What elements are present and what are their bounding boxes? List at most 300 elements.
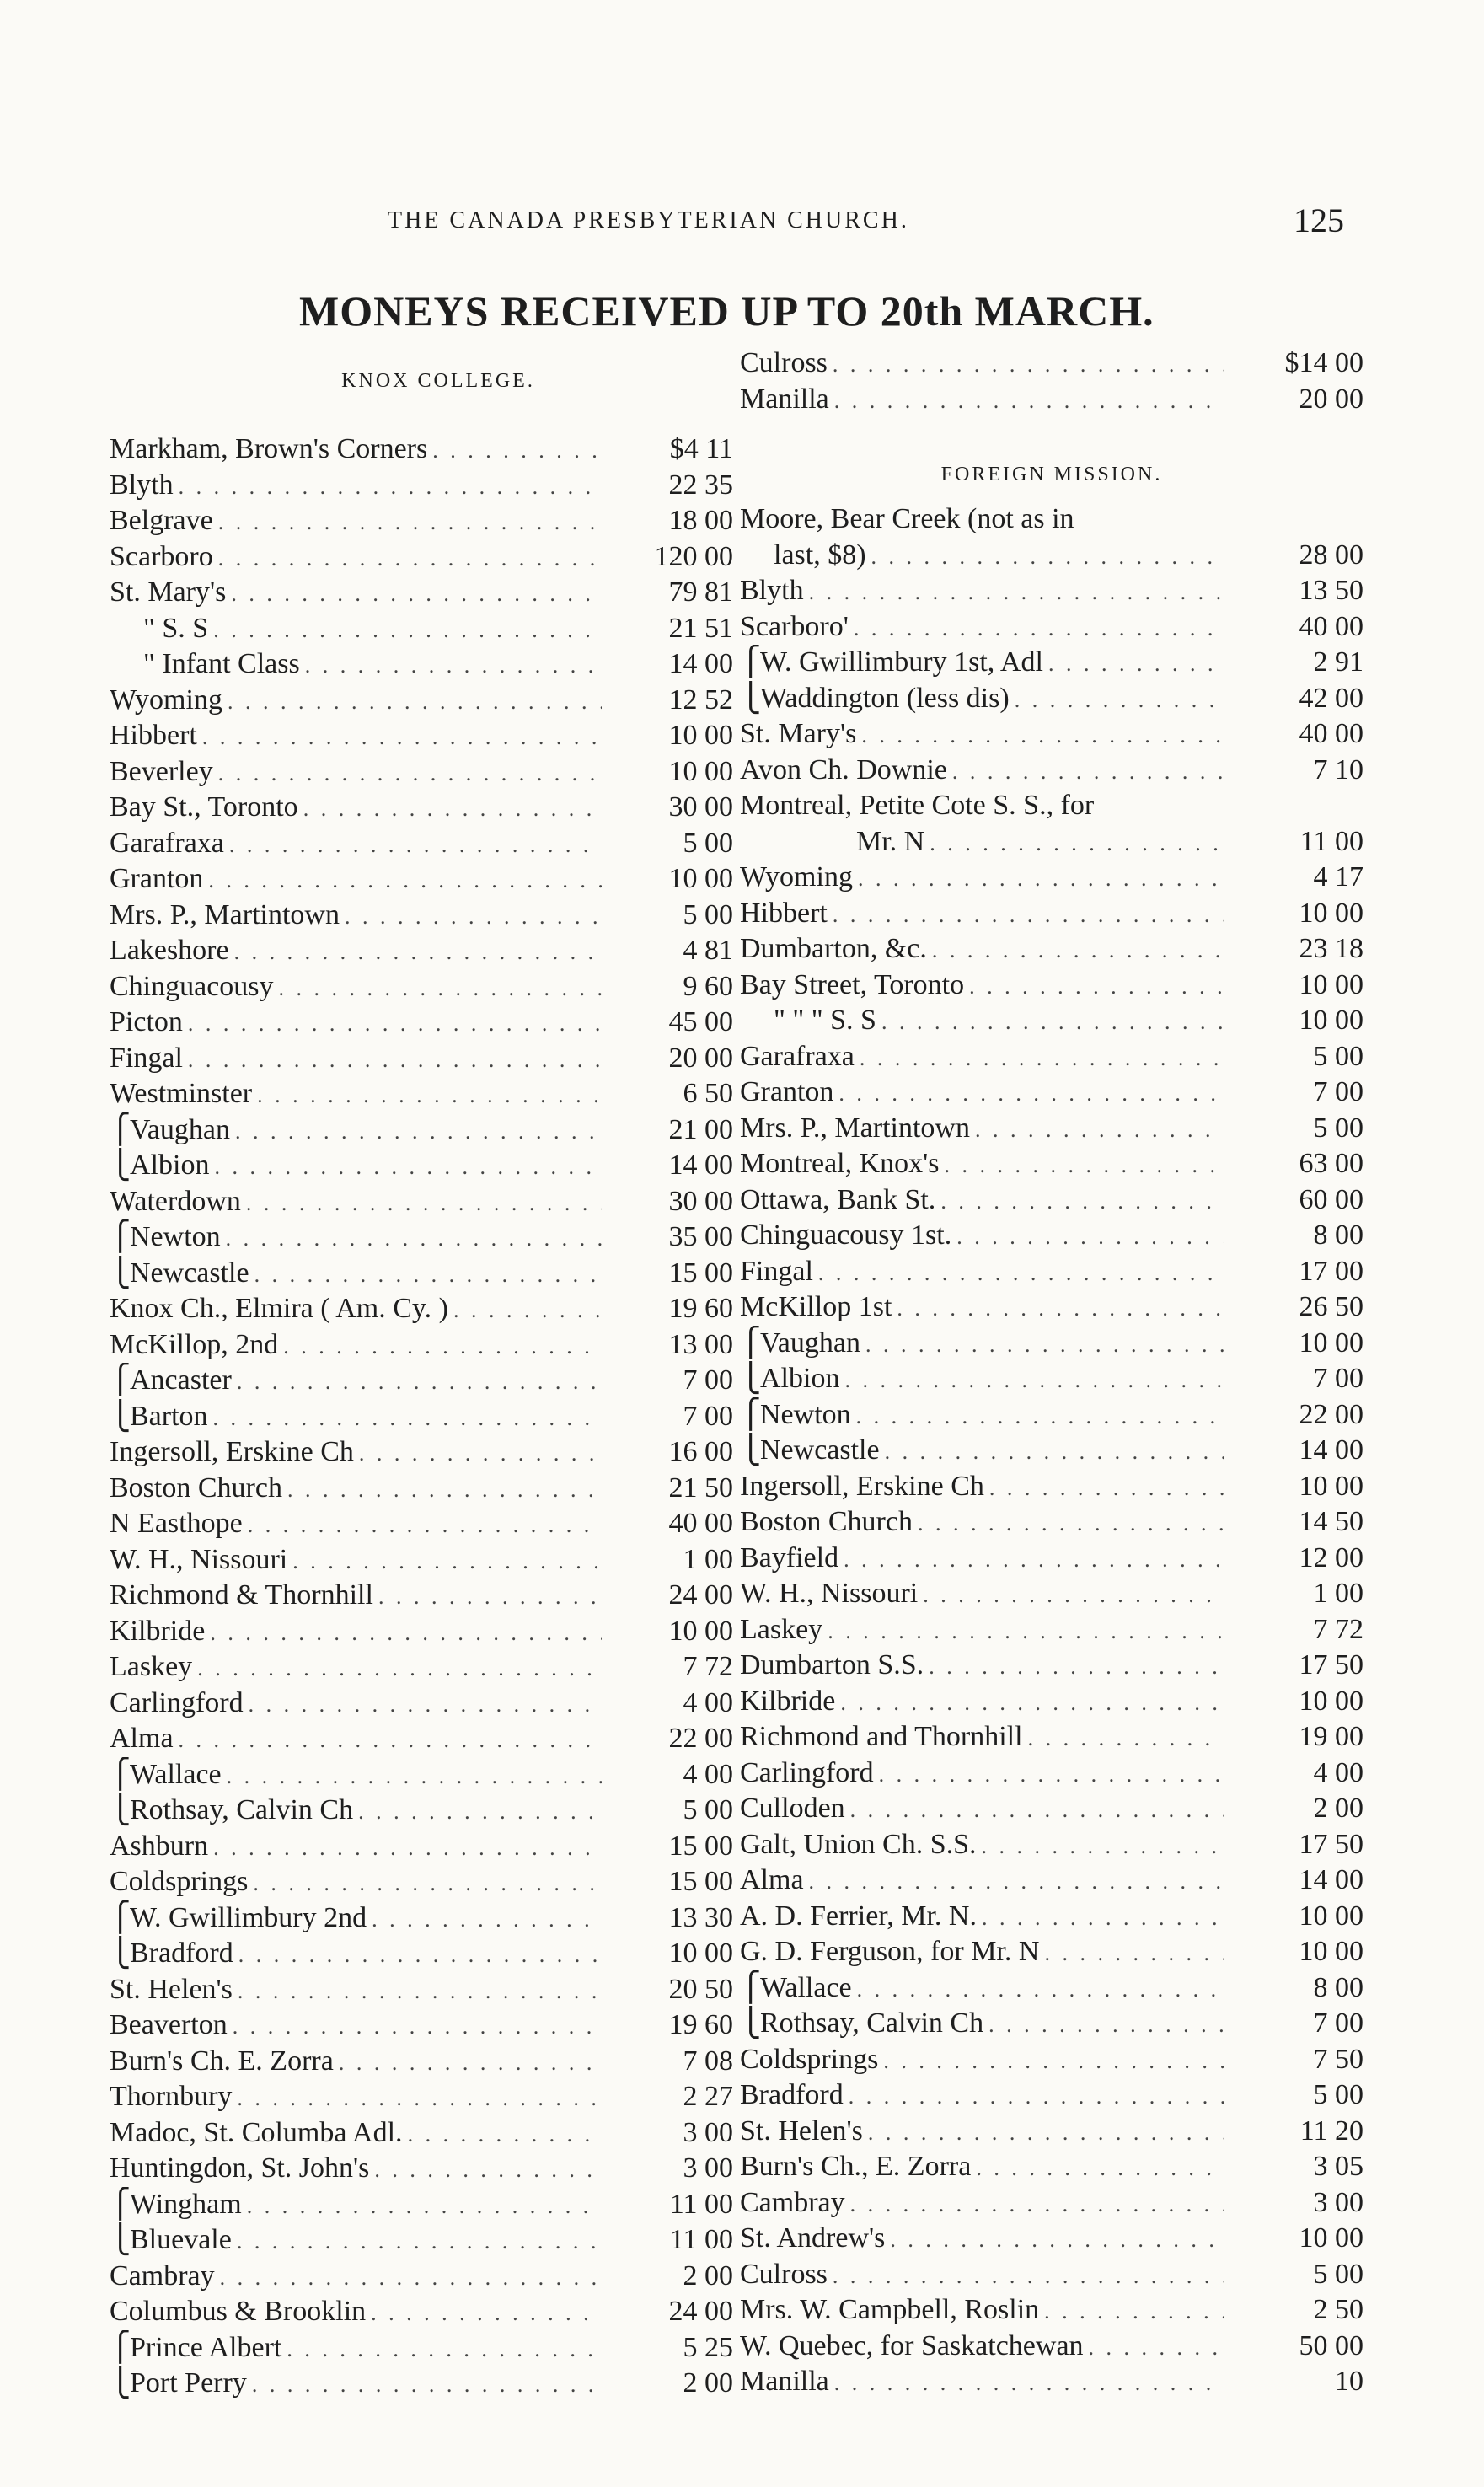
entry-name: ⎧ W. Gwillimbury 2nd [110, 1900, 367, 1937]
entry-name: Waterdown [110, 1185, 241, 1217]
dot-leader [982, 1829, 1224, 1863]
entry-amount: 13 50 [1299, 575, 1363, 606]
ledger-entry [110, 539, 733, 576]
entry-amount: 21 00 [668, 1113, 733, 1145]
dot-leader [860, 1041, 1224, 1075]
ledger-entry [110, 1327, 733, 1364]
dot-leader [210, 1616, 602, 1650]
entry-name: Culloden [740, 1793, 845, 1824]
dot-leader [237, 1364, 602, 1399]
dot-leader [453, 1293, 602, 1327]
ledger-entry [740, 1254, 1363, 1290]
entry-name: St. Mary's [110, 576, 227, 608]
dot-leader [975, 1112, 1224, 1147]
entry-amount: 40 00 [668, 1508, 733, 1539]
entry-amount: 8 00 [1313, 1971, 1363, 2003]
dot-leader [879, 1757, 1224, 1792]
entry-name: Wyoming [740, 861, 853, 892]
entry-amount: 63 00 [1299, 1148, 1363, 1179]
entry-amount: 10 00 [1299, 1470, 1363, 1502]
entry-name: ⎩ Port Perry [110, 2366, 247, 2402]
dot-leader [969, 969, 1224, 1004]
dot-leader [218, 756, 602, 791]
ledger-entry [740, 2114, 1363, 2150]
dot-leader [861, 718, 1224, 753]
ledger-entry [110, 754, 733, 791]
entry-amount: 2 27 [683, 2081, 733, 2112]
ledger-entry [740, 1719, 1363, 1755]
dot-leader [220, 2260, 602, 2295]
dot-leader [237, 2081, 602, 2115]
entry-amount: 5 00 [1313, 1040, 1363, 1072]
ledger-entry [110, 1542, 733, 1578]
entry-name: Wyoming [110, 683, 222, 716]
dot-leader [213, 1830, 602, 1865]
entry-name: Scarboro' [740, 610, 849, 642]
entry-amount: 3 05 [1313, 2151, 1363, 2182]
ledger-entry [740, 1504, 1363, 1541]
entry-amount: 5 00 [1313, 1112, 1363, 1144]
ledger-entry [110, 1900, 733, 1937]
dot-leader [283, 1329, 602, 1364]
entry-amount: 15 00 [668, 1866, 733, 1897]
dot-leader [229, 828, 602, 862]
entry-amount: 16 00 [668, 1436, 733, 1467]
entry-amount: 4 81 [683, 935, 733, 966]
dot-leader [850, 1793, 1224, 1827]
dot-leader [1015, 683, 1224, 717]
entry-name: Burn's Ch., E. Zorra [740, 2151, 972, 2182]
carryover-list [740, 346, 1363, 417]
ledger-entry [110, 1363, 733, 1399]
entry-name: W. H., Nissouri [740, 1578, 919, 1609]
ledger-entry [740, 573, 1363, 609]
dot-leader [858, 861, 1224, 896]
dot-leader [833, 347, 1224, 382]
ledger-entry [740, 1361, 1363, 1397]
entry-amount: $14 00 [1284, 347, 1363, 378]
dot-leader [1044, 1936, 1224, 1970]
entry-name: ⎧ Newton [740, 1397, 851, 1434]
ledger-entry [740, 788, 1363, 824]
entry-amount: 7 72 [1313, 1613, 1363, 1645]
ledger-entry [110, 2151, 733, 2187]
entry-amount: 40 00 [1299, 718, 1363, 749]
entry-amount: 5 25 [683, 2331, 733, 2363]
entry-name: Mrs. P., Martintown [740, 1112, 970, 1144]
entry-name: ⎧ Newton [110, 1219, 221, 1256]
dot-leader [844, 1363, 1224, 1397]
ledger-entry [740, 1289, 1363, 1326]
ledger-entry [740, 2077, 1363, 2114]
dot-leader [371, 2296, 602, 2330]
entry-name: W. H., Nissouri [110, 1543, 288, 1575]
dot-leader [374, 2152, 602, 2187]
entry-amount: 11 00 [669, 2224, 733, 2255]
entry-name: Chinguacousy [110, 970, 274, 1002]
dot-leader [918, 1506, 1224, 1541]
ledger-entry [740, 2006, 1363, 2042]
entry-amount: 11 00 [1299, 825, 1363, 857]
dot-leader [881, 1005, 1224, 1039]
entry-amount: 3 00 [683, 2116, 733, 2148]
entry-amount: 2 50 [1313, 2294, 1363, 2325]
entry-amount: 23 18 [1299, 933, 1363, 964]
entry-amount: 4 00 [683, 1686, 733, 1718]
dot-leader [292, 1544, 602, 1578]
entry-amount: 30 00 [668, 791, 733, 823]
ledger-entry [740, 1970, 1363, 2007]
entry-name: St. Helen's [740, 2114, 863, 2147]
ledger-entry [110, 1148, 733, 1184]
entry-amount: 40 00 [1299, 610, 1363, 642]
entry-amount: 7 08 [683, 2045, 733, 2077]
ledger-entry [740, 1899, 1363, 1935]
ledger-entry [110, 1721, 733, 1757]
ledger-entry [740, 2042, 1363, 2078]
entry-name: G. D. Ferguson, for Mr. N [740, 1936, 1040, 1967]
ledger-entry [740, 1863, 1363, 1899]
entry-name: ⎧ W. Gwillimbury 1st, Adl [740, 645, 1043, 681]
entry-amount: 1 00 [1313, 1578, 1363, 1609]
entry-amount: 15 00 [668, 1257, 733, 1289]
ledger-entry [740, 1218, 1363, 1254]
dot-leader [833, 2259, 1224, 2293]
entry-name: Galt, Union Ch. S.S. [740, 1828, 977, 1860]
ledger-entry [740, 2185, 1363, 2222]
entry-name: ⎩ Newcastle [110, 1256, 249, 1292]
dot-leader [303, 791, 602, 826]
ledger-entry [740, 681, 1363, 717]
entry-name: Culross [740, 2258, 828, 2290]
dot-leader [253, 1866, 602, 1900]
entry-name: Cambray [740, 2186, 845, 2218]
dot-leader [897, 1291, 1224, 1326]
ledger-entry [740, 1469, 1363, 1505]
entry-name: Thornbury [110, 2081, 233, 2112]
ledger-entry [110, 2330, 733, 2366]
dot-leader [359, 1436, 602, 1471]
ledger-entry [110, 1614, 733, 1650]
entry-amount: 12 52 [668, 683, 733, 716]
ledger-entry [110, 1291, 733, 1327]
dot-leader [857, 1972, 1224, 2007]
entry-name: A. D. Ferrier, Mr. N. [740, 1900, 977, 1932]
entry-amount: 7 72 [683, 1651, 733, 1682]
entry-name: Montreal, Petite Cote S. S., for [740, 790, 1095, 821]
dot-leader [854, 611, 1224, 646]
dot-leader [883, 2044, 1224, 2078]
dot-leader [179, 469, 602, 504]
ledger-entry [110, 1686, 733, 1722]
entry-amount: 14 00 [668, 1150, 733, 1181]
dot-leader [257, 1078, 602, 1112]
entry-amount: 5 00 [1313, 2258, 1363, 2290]
ledger-entry [740, 1648, 1363, 1684]
ledger-entry [110, 861, 733, 898]
entry-name: Culross [740, 347, 828, 378]
entry-amount: 2 00 [1313, 1793, 1363, 1824]
dot-leader [238, 1974, 602, 2008]
dot-leader [868, 2115, 1224, 2150]
dot-leader [228, 684, 602, 719]
ledger-entry [740, 1433, 1363, 1469]
dot-leader [287, 2332, 602, 2366]
dot-leader [952, 754, 1224, 789]
ledger-entry [110, 1829, 733, 1865]
dot-leader [231, 576, 602, 611]
entry-name: Beverley [110, 755, 213, 787]
ledger-entry [110, 2007, 733, 2044]
ledger-entry [110, 1793, 733, 1829]
dot-leader [235, 1114, 602, 1149]
entry-amount: 6 50 [683, 1078, 733, 1109]
entry-name: ⎧ Wallace [110, 1757, 222, 1793]
entry-name: Ashburn [110, 1830, 209, 1862]
entry-amount: 20 50 [668, 1973, 733, 2005]
entry-name: Granton [110, 863, 204, 894]
ledger-entry [110, 575, 733, 611]
entry-amount: 10 00 [1299, 1685, 1363, 1717]
entry-amount: 7 00 [1313, 1363, 1363, 1394]
entry-amount: 42 00 [1299, 682, 1363, 714]
ledger-entry [110, 2115, 733, 2152]
entry-name: Boston Church [110, 1471, 282, 1503]
entry-name: " S. S [143, 612, 209, 644]
entry-amount: 10 00 [1299, 1900, 1363, 1932]
entry-name: St. Andrew's [740, 2222, 886, 2254]
dot-leader [1089, 2330, 1224, 2365]
entry-amount: 4 17 [1313, 861, 1363, 892]
ledger-entry [110, 2259, 733, 2295]
entry-amount: $4 11 [669, 433, 733, 464]
running-head: THE CANADA PRESBYTERIAN CHURCH. [388, 207, 909, 233]
entry-name: Hibbert [110, 720, 197, 751]
entry-amount: 10 00 [1299, 1327, 1363, 1359]
entry-name: Garafraxa [740, 1040, 855, 1072]
ledger-entry [110, 1041, 733, 1077]
dot-leader [956, 1219, 1224, 1254]
entry-name: Bay St., Toronto [110, 791, 298, 823]
dot-leader [850, 2187, 1224, 2222]
entry-amount: 7 00 [1313, 2007, 1363, 2039]
ledger-entry [740, 2257, 1363, 2293]
entry-name: ⎩ Albion [110, 1148, 209, 1184]
dot-leader [227, 1759, 602, 1793]
dot-leader [249, 1687, 602, 1722]
entry-name: St. Mary's [740, 718, 857, 749]
entry-name: Westminster [110, 1078, 253, 1109]
entry-name: Alma [110, 1723, 174, 1754]
dot-leader [1048, 646, 1224, 681]
entry-name: Burn's Ch. E. Zorra [110, 2045, 334, 2077]
entry-name: ⎧ Ancaster [110, 1363, 232, 1399]
ledger-entry [740, 645, 1363, 681]
entry-name: Mrs. P., Martintown [110, 898, 340, 930]
entry-name: ⎧ Vaughan [110, 1112, 230, 1149]
entry-name: ⎧ Prince Albert [110, 2330, 281, 2366]
entry-amount: 18 00 [668, 505, 733, 536]
ledger-entry [740, 346, 1363, 382]
dot-leader [932, 933, 1224, 967]
knox-college-list [110, 431, 733, 2402]
entry-name: ⎩ Rothsay, Calvin Ch [740, 2006, 983, 2042]
ledger-entry [110, 2079, 733, 2115]
ledger-entry [110, 646, 733, 683]
entry-name: Blyth [110, 469, 174, 501]
dot-leader [208, 863, 602, 898]
ledger-entry [110, 898, 733, 934]
dot-leader [339, 2045, 602, 2080]
entry-name: N Easthope [110, 1508, 243, 1539]
entry-name: Manilla [740, 383, 829, 415]
dot-leader [1044, 2294, 1224, 2329]
entry-name: Mr. N [856, 825, 925, 857]
foreign-mission-list [740, 501, 1363, 2400]
entry-amount: 5 00 [683, 1794, 733, 1825]
entry-name: ⎧ Vaughan [740, 1326, 860, 1362]
entry-amount: 4 00 [1313, 1756, 1363, 1788]
dot-leader [408, 2117, 602, 2152]
dot-leader [976, 2151, 1224, 2185]
ledger-entry [740, 1827, 1363, 1863]
ledger-entry [110, 1076, 733, 1112]
ledger-entry [110, 1219, 733, 1256]
entry-name: Laskey [110, 1651, 193, 1682]
dot-leader [247, 2189, 602, 2223]
dot-leader [833, 898, 1224, 932]
entry-amount: 30 00 [668, 1185, 733, 1217]
ledger-entry [740, 753, 1363, 789]
dot-leader [305, 648, 602, 683]
dot-leader [238, 1938, 602, 1972]
dot-leader [809, 575, 1224, 609]
entry-name: Madoc, St. Columba Adl. [110, 2116, 403, 2148]
entry-name: Richmond and Thornhill [740, 1721, 1023, 1752]
entry-name: ⎧ Wallace [740, 1970, 852, 2007]
section-heading-knox-college: KNOX COLLEGE. [341, 370, 535, 392]
entry-amount: 10 00 [668, 863, 733, 894]
ledger-entry [110, 2187, 733, 2223]
dot-leader [248, 1508, 602, 1542]
ledger-entry [740, 1146, 1363, 1182]
page-number: 125 [1294, 201, 1344, 239]
entry-amount: 19 00 [1299, 1721, 1363, 1752]
entry-amount: 8 00 [1313, 1219, 1363, 1251]
dot-leader [287, 1472, 602, 1507]
dot-leader [218, 541, 602, 576]
dot-leader [188, 1006, 602, 1041]
entry-amount: 28 00 [1299, 539, 1363, 571]
entry-amount: 20 00 [1299, 383, 1363, 415]
entry-amount: 79 81 [668, 576, 733, 608]
entry-amount: 10 00 [1299, 1936, 1363, 1967]
ledger-entry [740, 2292, 1363, 2329]
entry-amount: 7 00 [683, 1400, 733, 1432]
entry-name: Columbus & Brooklin [110, 2296, 367, 2327]
dot-leader [254, 1257, 602, 1292]
entry-amount: 10 00 [668, 1615, 733, 1647]
ledger-entry [740, 1111, 1363, 1147]
entry-amount: 26 50 [1299, 1291, 1363, 1322]
entry-name: Chinguacousy 1st. [740, 1219, 952, 1251]
entry-amount: 7 00 [1313, 1076, 1363, 1107]
ledger-entry [110, 1005, 733, 1041]
ledger-entry [110, 1757, 733, 1793]
entry-name: Dumbarton, &c. [740, 933, 927, 964]
entry-amount: 10 00 [668, 720, 733, 751]
entry-amount: 22 00 [1299, 1398, 1363, 1430]
ledger-entry [110, 1972, 733, 2008]
entry-name: Ottawa, Bank St. [740, 1183, 936, 1215]
entry-name: Hibbert [740, 897, 828, 929]
entry-name: Bradford [740, 2079, 844, 2110]
ledger-entry [740, 716, 1363, 753]
entry-amount: 10 00 [668, 1938, 733, 1969]
dot-leader [234, 935, 602, 969]
entry-name: Laskey [740, 1613, 823, 1645]
ledger-entry [110, 468, 733, 504]
entry-name: Moore, Bear Creek (not as in [740, 503, 1074, 534]
entry-amount: 10 00 [1299, 2222, 1363, 2254]
dot-leader [930, 826, 1224, 860]
entry-name: Fingal [740, 1255, 813, 1287]
entry-amount: 60 00 [1299, 1183, 1363, 1215]
entry-amount: 24 00 [668, 2296, 733, 2327]
entry-name: Montreal, Knox's [740, 1148, 940, 1179]
entry-amount: 5 00 [1313, 2079, 1363, 2110]
entry-amount: 13 00 [668, 1328, 733, 1360]
dot-leader [202, 720, 602, 754]
dot-leader [179, 1723, 602, 1757]
ledger-entry [110, 969, 733, 1005]
ledger-entry [740, 1039, 1363, 1075]
dot-leader [226, 1221, 602, 1256]
entry-amount: 20 00 [668, 1042, 733, 1074]
entry-name: Huntingdon, St. John's [110, 2152, 370, 2184]
entry-amount: 10 00 [1299, 897, 1363, 929]
entry-amount: 21 51 [668, 612, 733, 644]
ledger-entry [740, 1576, 1363, 1612]
entry-amount: 9 60 [683, 970, 733, 1002]
entry-name: Picton [110, 1006, 183, 1037]
right-column [740, 346, 1363, 2400]
entry-name: Kilbride [110, 1615, 206, 1647]
dot-leader [1028, 1721, 1224, 1755]
dot-leader [358, 1794, 602, 1829]
entry-amount: 4 00 [683, 1758, 733, 1790]
entry-name: ⎩ Rothsay, Calvin Ch [110, 1793, 353, 1829]
entry-name: Beaverton [110, 2009, 228, 2040]
dot-leader [890, 2222, 1224, 2257]
ledger-entry [110, 1471, 733, 1507]
dot-leader [345, 899, 602, 934]
knox-college-column [110, 364, 733, 2402]
entry-name: Carlingford [740, 1756, 874, 1788]
ledger-entry [110, 503, 733, 539]
entry-name: ⎩ Albion [740, 1361, 839, 1397]
entry-name: last, $8) [774, 539, 866, 571]
entry-name: ⎩ Bluevale [110, 2222, 232, 2259]
entry-name: Carlingford [110, 1686, 244, 1718]
dot-leader [372, 1902, 602, 1937]
ledger-entry [740, 1934, 1363, 1970]
dot-leader [840, 1686, 1224, 1720]
entry-name: Coldsprings [740, 2043, 879, 2075]
dot-leader [218, 505, 602, 539]
ledger-entry [740, 2149, 1363, 2185]
entry-name: Garafraxa [110, 827, 224, 859]
